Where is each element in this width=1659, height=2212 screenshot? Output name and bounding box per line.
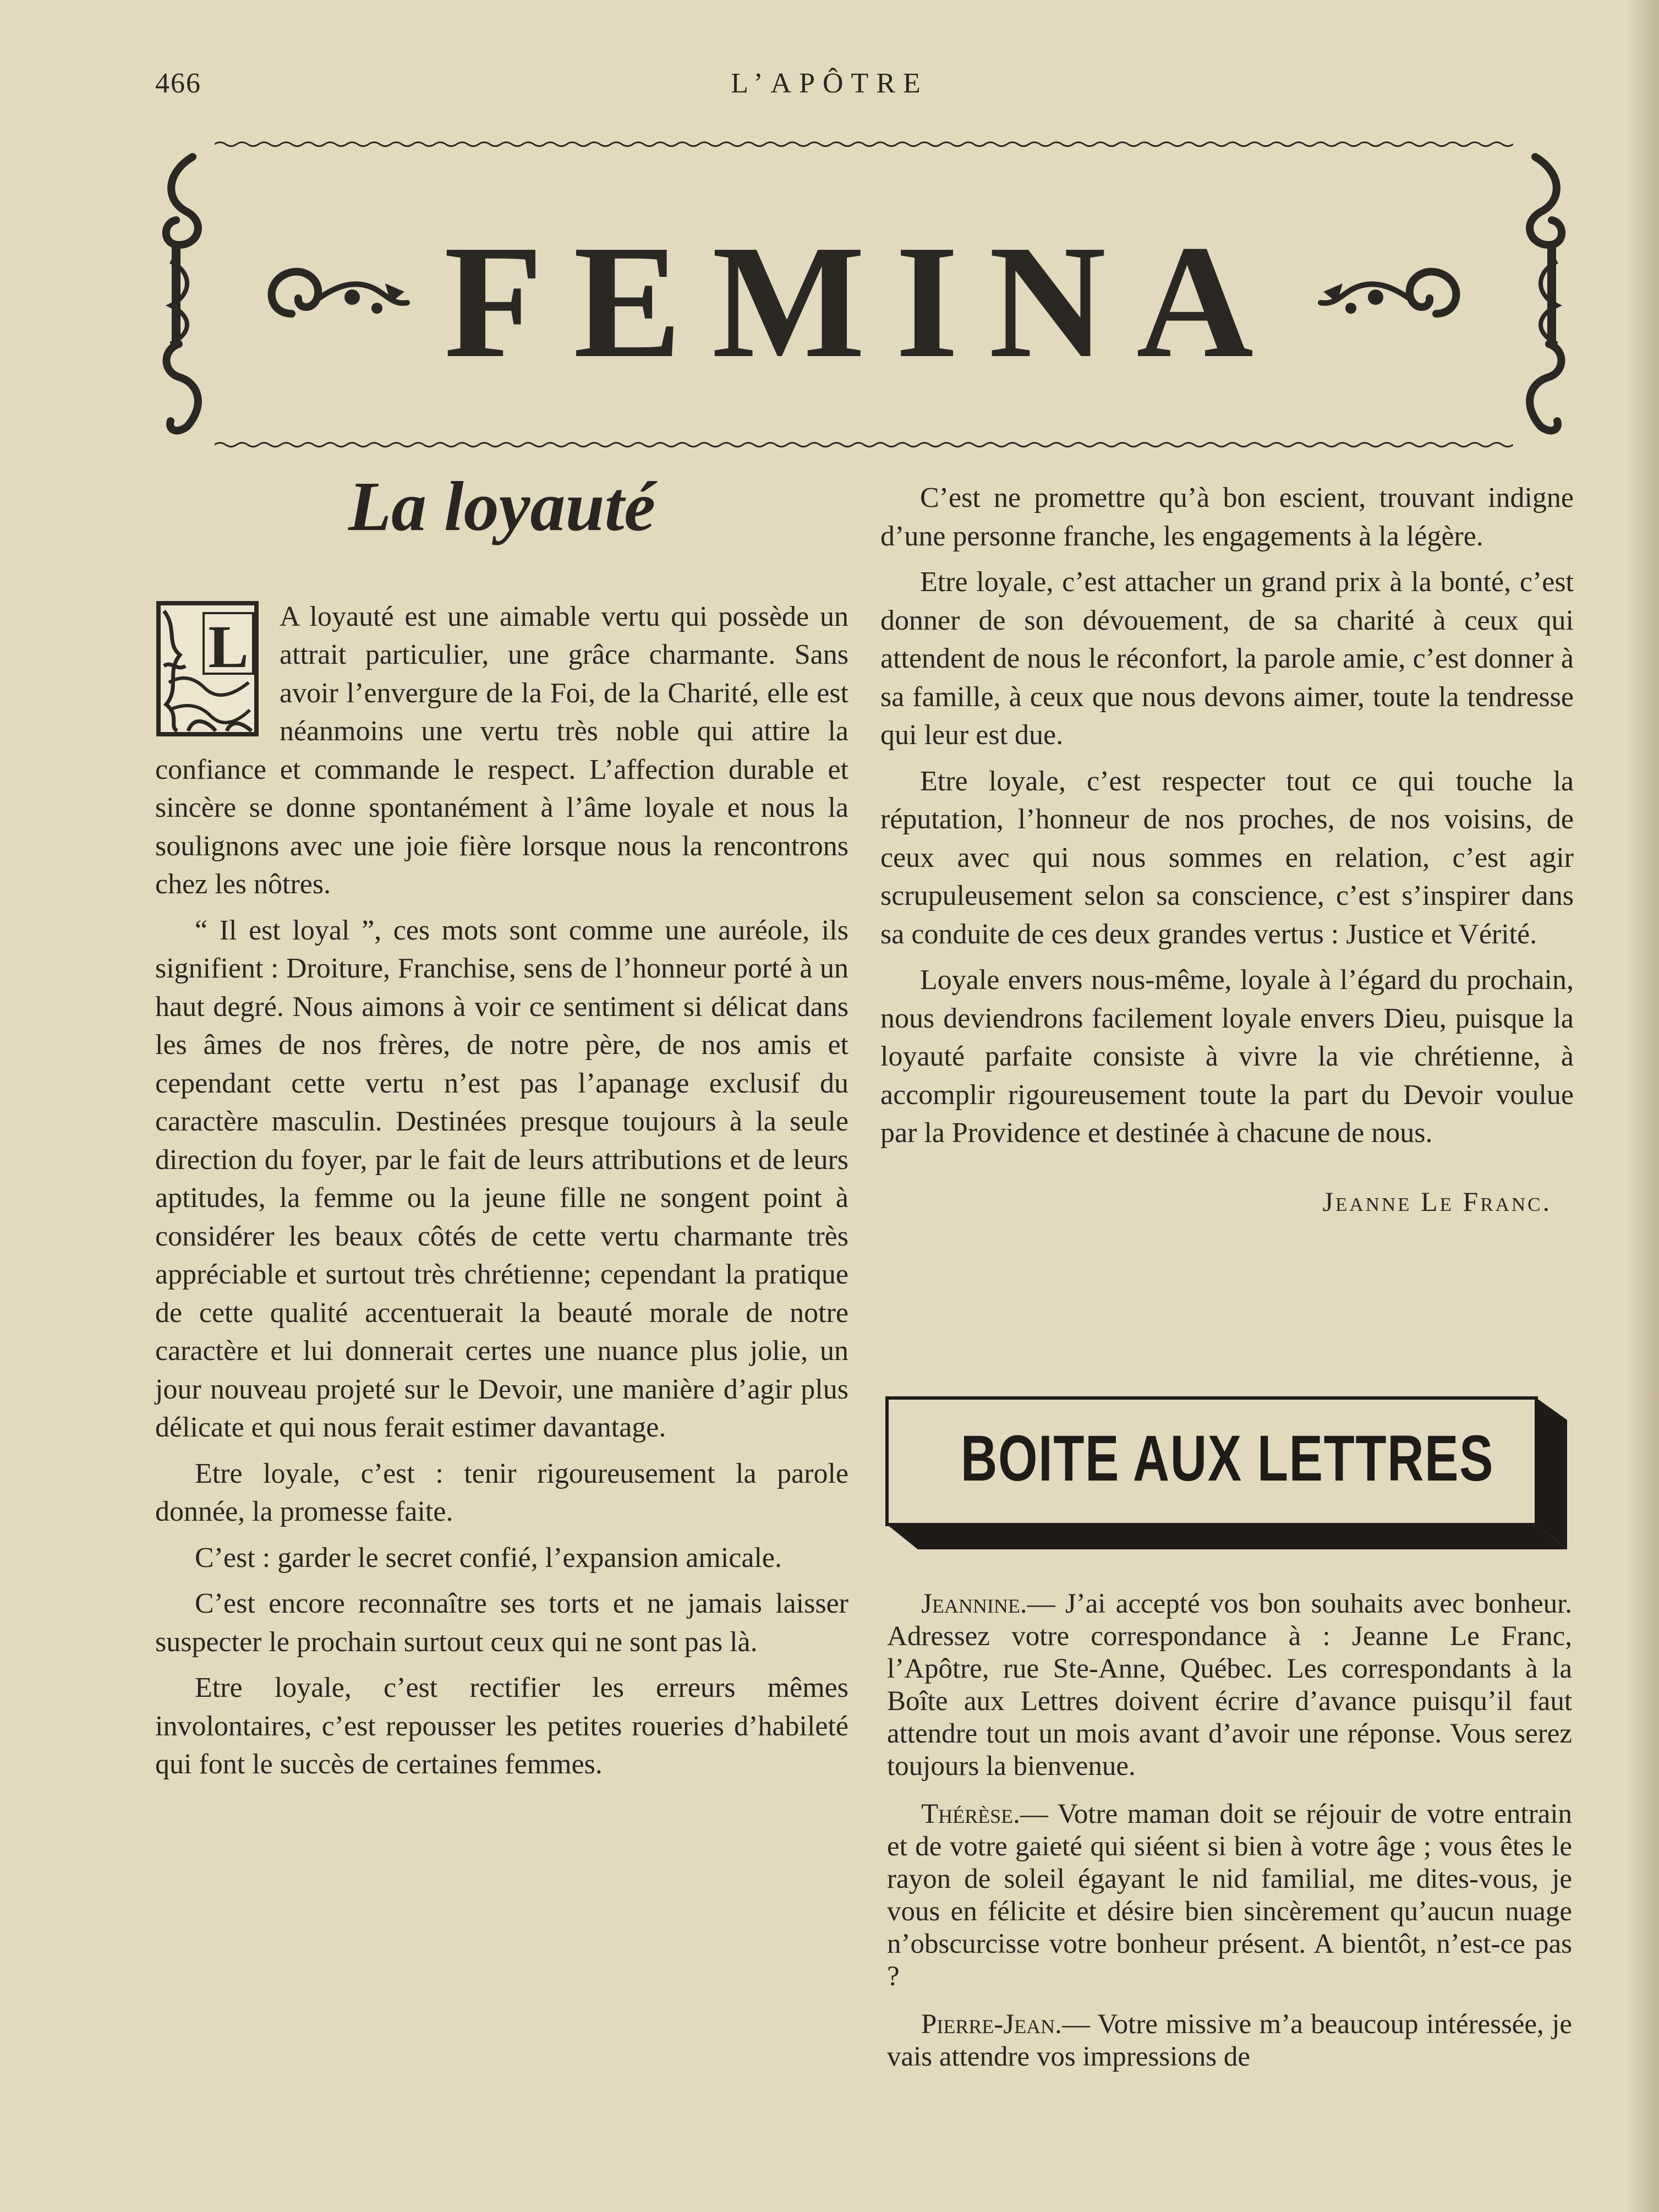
article-paragraph: Loyale envers nous-même, loyale à l’égard du prochain, nous deviendrons facilement loyale envers Dieu, puisque la loyauté parfaite consiste à vivre la vie chrétienne, à accomplir rigoureusement toute la part du Devoir voulue par la Providence et destinée à chacune de nous. bbox=[880, 964, 1574, 1149]
letter-text: — Votre maman doit se réjouir de votre entrain et de votre gaieté qui siéent si bien à votre âge ; vous êtes le rayon de soleil égayant le nid familial, me dites-vous, je vous en félicite et désire bien sincèrement qu’aucun nuage n’obscurcisse votre bonheur présent. A bientôt, n’est-ce pas ? bbox=[887, 1799, 1572, 1992]
article-paragraph: Etre loyale, c’est attacher un grand prix à la bonté, c’est donner de son dévouement, de sa charité à ceux qui attendent de nous le réconfort, la parole amie, c’est donner à sa famille, à ceux que nous devons aimer, toute la tendresse qui leur est due. bbox=[880, 566, 1574, 751]
journal-title: L’APÔTRE bbox=[731, 68, 928, 99]
mailbox-letters bbox=[887, 1588, 1572, 2089]
article-paragraph: Etre loyale, c’est respecter tout ce qui touche la réputation, l’honneur de nos proches, de nos voisins, de ceux avec qui nous sommes en relation, c’est agir scrupuleusement selon sa conscience, c’est s’inspirer dans sa conduite de ces deux grandes vertus : Justice et Vérité. bbox=[880, 765, 1574, 950]
article-paragraph: Etre loyale, c’est rectifier les erreurs mêmes involontaires, c’est repousser les petites roueries d’habileté qui font le succès de certaines femmes. bbox=[155, 1672, 848, 1780]
mailbox-title: BOITE AUX LETTRES bbox=[960, 1422, 1494, 1495]
article-right-column bbox=[880, 479, 1574, 1217]
article-paragraph: C’est : garder le secret confié, l’expansion amicale. bbox=[195, 1542, 782, 1574]
article-paragraph: Etre loyale, c’est : tenir rigoureusement la parole donnée, la promesse faite. bbox=[155, 1457, 848, 1528]
article-signature: Jeanne Le Franc. bbox=[1322, 1186, 1552, 1217]
mailbox-banner bbox=[885, 1392, 1570, 1558]
letter-entry bbox=[887, 1588, 1572, 1783]
letter-correspondent: Pierre-Jean. bbox=[921, 2009, 1062, 2040]
running-head bbox=[155, 67, 1504, 111]
page-edge-shadow bbox=[1626, 0, 1659, 2212]
wavy-rule-top bbox=[215, 140, 1513, 148]
wavy-rule-bottom bbox=[215, 441, 1513, 449]
article-paragraph: “ Il est loyal ”, ces mots sont comme une auréole, ils signifient : Droiture, Franchise, sens de l’honneur porté à un haut degré. Nous aimons à voir ce sentiment si délicat dans les âmes de nos frères, de notre père, de nos amis et cependant cette vertu n’est pas l’apanage exclusif du caractère masculin. Destinées presque toujours à la seule direction du foyer, par le fait de leurs attributions et de leurs aptitudes, la femme ou la jeune fille ne songent point à considérer les beaux côtés de cette vertu charmante très appréciable et surtout très chrétienne; cependant la pratique de cette qualité accentuerait la beauté morale de notre caractère et lui donnerait certes une nuance plus jolie, un jour nouveau projeté sur le Devoir, une manière d’agir plus délicate et qui nous ferait estimer davantage. bbox=[155, 914, 848, 1444]
letter-correspondent: Jeannine. bbox=[921, 1588, 1027, 1619]
article-paragraph: C’est encore reconnaître ses torts et ne jamais laisser suspecter le prochain surtout ceux qui ne sont pas là. bbox=[155, 1588, 848, 1658]
letter-text: — Votre missive m’a beaucoup intéressée, je vais attendre vos impressions de bbox=[887, 2009, 1572, 2072]
section-title: FEMINA bbox=[444, 211, 1284, 391]
letter-entry bbox=[887, 2008, 1572, 2073]
article-paragraph: C’est ne promettre qu’à bon escient, trouvant indigne d’une personne franche, les engagements à la légère. bbox=[880, 482, 1574, 552]
page-number: 466 bbox=[155, 68, 201, 99]
dropcap-letter: L bbox=[208, 613, 249, 680]
femina-banner bbox=[154, 140, 1574, 449]
dropcap-ornament bbox=[155, 600, 260, 738]
letter-correspondent: Thérèse. bbox=[921, 1799, 1020, 1829]
article-title: La loyauté bbox=[348, 467, 656, 545]
article-left-column bbox=[155, 468, 848, 1792]
first-paragraph-text: A loyauté est une aimable vertu qui possède un attrait particulier, une grâce charmante. Sans avoir l’envergure de la Foi, de la Charité, elle est néanmoins une vertu très noble qui attire la confiance et commande le respect. L’affection durable et sincère se donne spontanément à l’âme loyale et nous la soulignons avec une joie fière lorsque nous la rencontrons chez les nôtres. bbox=[155, 600, 848, 900]
letter-entry bbox=[887, 1798, 1572, 1993]
letter-text: — J’ai accepté vos bon souhaits avec bonheur. Adressez votre correspondance à : Jeanne Le Franc, l’Apôtre, rue Ste-Anne, Québec. Les correspondants à la Boîte aux Lettres doivent écrire d’avance puisqu’il faut attendre tout un mois avant d’avoir une réponse. Vous serez toujours la bienvenue. bbox=[887, 1588, 1572, 1782]
article-first-paragraph bbox=[155, 598, 848, 904]
